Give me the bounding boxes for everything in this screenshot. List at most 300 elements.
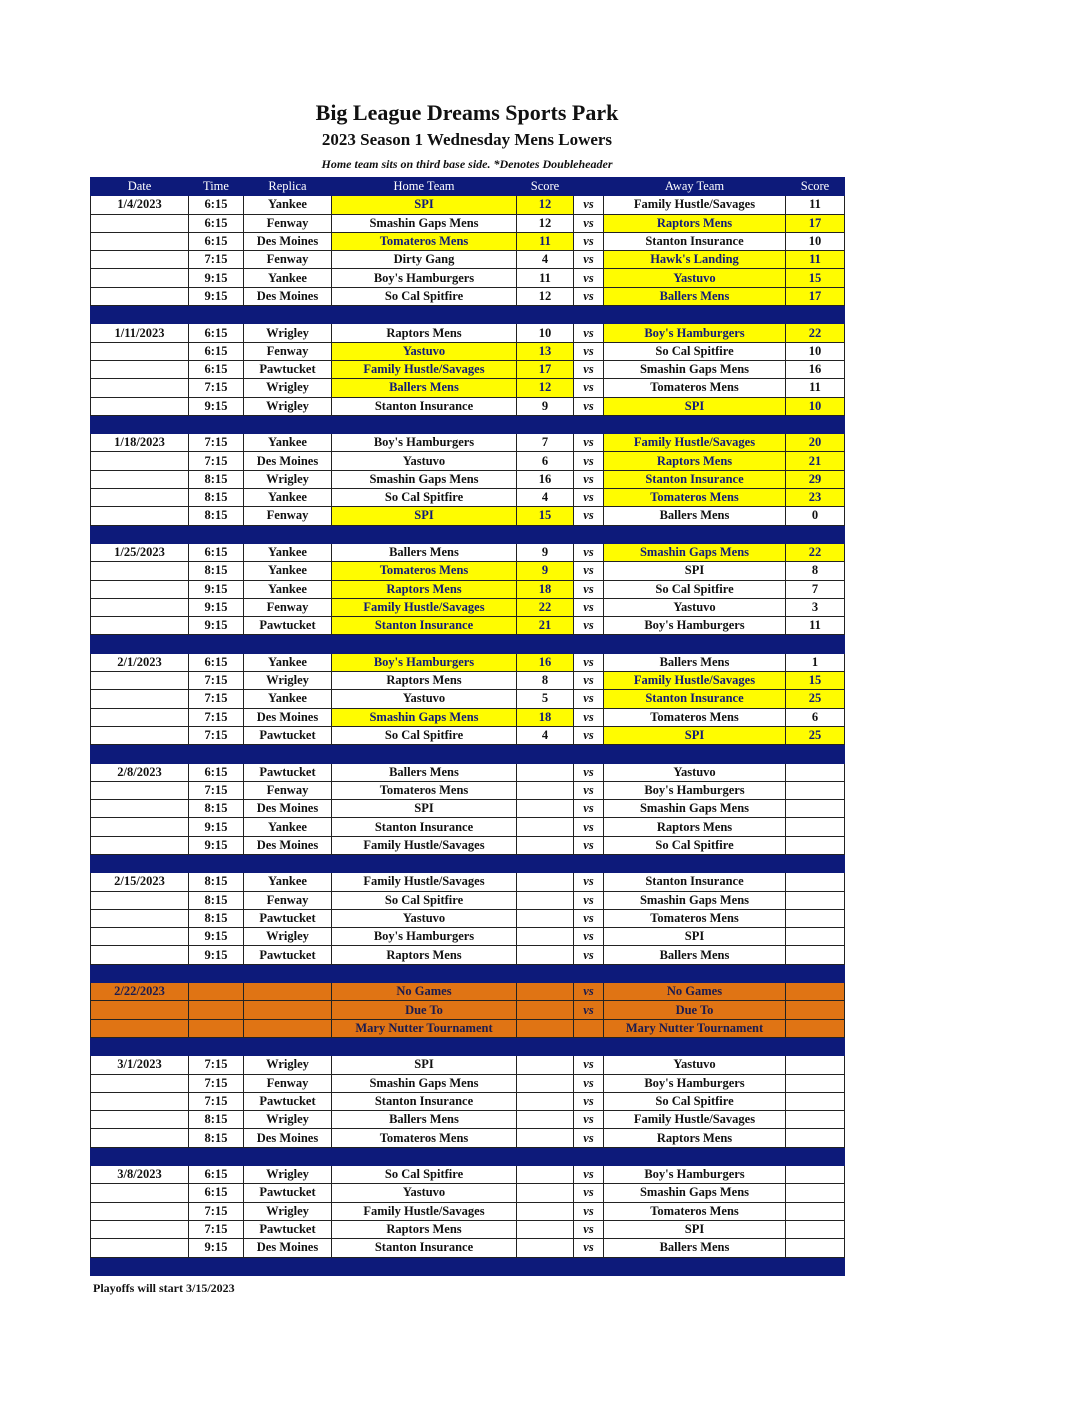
separator-cell bbox=[604, 1037, 786, 1055]
home-team: SPI bbox=[332, 1056, 517, 1074]
away-team: SPI bbox=[604, 397, 786, 415]
away-score: 11 bbox=[786, 251, 845, 269]
home-team: Family Hustle/Savages bbox=[332, 836, 517, 854]
game-replica: Des Moines bbox=[244, 708, 332, 726]
separator-cell bbox=[517, 415, 574, 433]
home-score bbox=[517, 1166, 574, 1184]
game-time: 7:15 bbox=[189, 434, 244, 452]
away-team: SPI bbox=[604, 928, 786, 946]
away-team: So Cal Spitfire bbox=[604, 580, 786, 598]
away-team: So Cal Spitfire bbox=[604, 342, 786, 360]
game-row bbox=[91, 1056, 845, 1074]
week-separator bbox=[91, 745, 845, 763]
away-team: Yastuvo bbox=[604, 1056, 786, 1074]
game-time: 8:15 bbox=[189, 800, 244, 818]
game-row bbox=[91, 251, 845, 269]
game-replica bbox=[244, 983, 332, 1001]
game-time: 9:15 bbox=[189, 287, 244, 305]
game-row bbox=[91, 598, 845, 616]
home-team: Smashin Gaps Mens bbox=[332, 708, 517, 726]
week-separator bbox=[91, 306, 845, 324]
home-score bbox=[517, 909, 574, 927]
home-score bbox=[517, 763, 574, 781]
away-score bbox=[786, 946, 845, 964]
vs-label: vs bbox=[574, 287, 604, 305]
game-time: 6:15 bbox=[189, 196, 244, 214]
home-score: 9 bbox=[517, 562, 574, 580]
game-row bbox=[91, 196, 845, 214]
game-row bbox=[91, 379, 845, 397]
home-score bbox=[517, 983, 574, 1001]
game-time: 8:15 bbox=[189, 562, 244, 580]
home-team: Yastuvo bbox=[332, 690, 517, 708]
separator-cell bbox=[244, 854, 332, 872]
game-date bbox=[91, 232, 189, 250]
home-score: 4 bbox=[517, 489, 574, 507]
vs-label: vs bbox=[574, 379, 604, 397]
away-score: 11 bbox=[786, 196, 845, 214]
game-date bbox=[91, 891, 189, 909]
separator-cell bbox=[244, 1147, 332, 1165]
game-date bbox=[91, 287, 189, 305]
game-date bbox=[91, 562, 189, 580]
game-date: 2/15/2023 bbox=[91, 873, 189, 891]
away-score: 16 bbox=[786, 360, 845, 378]
away-team: Tomateros Mens bbox=[604, 1202, 786, 1220]
game-date: 3/1/2023 bbox=[91, 1056, 189, 1074]
away-score: 25 bbox=[786, 690, 845, 708]
week-separator bbox=[91, 415, 845, 433]
vs-label: vs bbox=[574, 470, 604, 488]
game-replica: Fenway bbox=[244, 214, 332, 232]
away-score bbox=[786, 781, 845, 799]
schedule-table bbox=[90, 177, 845, 1276]
game-replica bbox=[244, 1019, 332, 1037]
away-score bbox=[786, 1184, 845, 1202]
separator-cell bbox=[604, 306, 786, 324]
game-date bbox=[91, 507, 189, 525]
home-score: 12 bbox=[517, 379, 574, 397]
separator-cell bbox=[604, 525, 786, 543]
home-score bbox=[517, 1001, 574, 1019]
game-time: 7:15 bbox=[189, 1074, 244, 1092]
separator-cell bbox=[786, 415, 845, 433]
separator-cell bbox=[574, 415, 604, 433]
vs-label: vs bbox=[574, 324, 604, 342]
game-replica: Wrigley bbox=[244, 928, 332, 946]
vs-label: vs bbox=[574, 873, 604, 891]
vs-label: vs bbox=[574, 617, 604, 635]
away-team: Yastuvo bbox=[604, 763, 786, 781]
separator-cell bbox=[574, 306, 604, 324]
away-score bbox=[786, 928, 845, 946]
game-replica: Fenway bbox=[244, 781, 332, 799]
away-team: Yastuvo bbox=[604, 598, 786, 616]
game-date: 2/22/2023 bbox=[91, 983, 189, 1001]
week-separator bbox=[91, 854, 845, 872]
cancelled-row bbox=[91, 1019, 845, 1037]
game-date bbox=[91, 598, 189, 616]
game-row bbox=[91, 708, 845, 726]
home-team: Smashin Gaps Mens bbox=[332, 1074, 517, 1092]
game-row bbox=[91, 543, 845, 561]
home-score: 13 bbox=[517, 342, 574, 360]
home-team: So Cal Spitfire bbox=[332, 891, 517, 909]
game-date bbox=[91, 909, 189, 927]
vs-label: vs bbox=[574, 1111, 604, 1129]
game-time: 9:15 bbox=[189, 269, 244, 287]
home-score: 16 bbox=[517, 470, 574, 488]
separator-cell bbox=[604, 1147, 786, 1165]
vs-label: vs bbox=[574, 891, 604, 909]
home-team: So Cal Spitfire bbox=[332, 1166, 517, 1184]
game-row bbox=[91, 580, 845, 598]
game-row bbox=[91, 726, 845, 744]
home-team: Boy's Hamburgers bbox=[332, 434, 517, 452]
away-team: SPI bbox=[604, 562, 786, 580]
vs-label: vs bbox=[574, 489, 604, 507]
away-team: Boy's Hamburgers bbox=[604, 781, 786, 799]
home-score: 12 bbox=[517, 196, 574, 214]
away-score: 8 bbox=[786, 562, 845, 580]
home-team: So Cal Spitfire bbox=[332, 726, 517, 744]
separator-cell bbox=[517, 635, 574, 653]
home-team: Ballers Mens bbox=[332, 379, 517, 397]
game-replica: Pawtucket bbox=[244, 909, 332, 927]
separator-cell bbox=[574, 745, 604, 763]
vs-label: vs bbox=[574, 818, 604, 836]
game-date bbox=[91, 1184, 189, 1202]
game-date bbox=[91, 726, 189, 744]
column-header-away-team: Away Team bbox=[604, 178, 786, 196]
game-time: 7:15 bbox=[189, 1092, 244, 1110]
game-row bbox=[91, 818, 845, 836]
home-score: 18 bbox=[517, 708, 574, 726]
game-date bbox=[91, 836, 189, 854]
home-score: 4 bbox=[517, 251, 574, 269]
game-time: 8:15 bbox=[189, 489, 244, 507]
separator-cell bbox=[786, 306, 845, 324]
away-score: 29 bbox=[786, 470, 845, 488]
game-date bbox=[91, 1239, 189, 1257]
separator-cell bbox=[604, 745, 786, 763]
separator-cell bbox=[517, 1257, 574, 1275]
game-date bbox=[91, 617, 189, 635]
game-time: 7:15 bbox=[189, 672, 244, 690]
vs-label: vs bbox=[574, 690, 604, 708]
vs-label: vs bbox=[574, 1184, 604, 1202]
game-replica: Pawtucket bbox=[244, 1092, 332, 1110]
vs-label: vs bbox=[574, 196, 604, 214]
home-team: Tomateros Mens bbox=[332, 562, 517, 580]
separator-cell bbox=[604, 635, 786, 653]
game-replica: Fenway bbox=[244, 1074, 332, 1092]
game-row bbox=[91, 1074, 845, 1092]
game-time: 9:15 bbox=[189, 598, 244, 616]
separator-cell bbox=[91, 1257, 189, 1275]
away-score bbox=[786, 1111, 845, 1129]
home-score bbox=[517, 873, 574, 891]
game-date: 1/25/2023 bbox=[91, 543, 189, 561]
home-score bbox=[517, 818, 574, 836]
game-date bbox=[91, 452, 189, 470]
home-team: Boy's Hamburgers bbox=[332, 269, 517, 287]
column-header-date: Date bbox=[91, 178, 189, 196]
separator-cell bbox=[91, 745, 189, 763]
home-score bbox=[517, 1129, 574, 1147]
game-time: 6:15 bbox=[189, 214, 244, 232]
vs-label: vs bbox=[574, 598, 604, 616]
game-row bbox=[91, 287, 845, 305]
vs-label: vs bbox=[574, 653, 604, 671]
vs-label: vs bbox=[574, 800, 604, 818]
separator-cell bbox=[517, 525, 574, 543]
separator-cell bbox=[332, 854, 517, 872]
home-score: 18 bbox=[517, 580, 574, 598]
vs-label: vs bbox=[574, 214, 604, 232]
away-score: 7 bbox=[786, 580, 845, 598]
vs-label: vs bbox=[574, 928, 604, 946]
home-team: Raptors Mens bbox=[332, 1220, 517, 1238]
game-replica: Wrigley bbox=[244, 1166, 332, 1184]
game-row bbox=[91, 946, 845, 964]
vs-label: vs bbox=[574, 1092, 604, 1110]
away-score: 17 bbox=[786, 214, 845, 232]
game-time bbox=[189, 1019, 244, 1037]
game-row bbox=[91, 470, 845, 488]
game-row bbox=[91, 891, 845, 909]
vs-label: vs bbox=[574, 909, 604, 927]
vs-label: vs bbox=[574, 708, 604, 726]
home-score bbox=[517, 1092, 574, 1110]
game-replica: Des Moines bbox=[244, 1129, 332, 1147]
game-replica: Wrigley bbox=[244, 1202, 332, 1220]
vs-label: vs bbox=[574, 781, 604, 799]
game-date bbox=[91, 251, 189, 269]
separator-cell bbox=[786, 525, 845, 543]
game-time: 8:15 bbox=[189, 909, 244, 927]
page-subtitle: 2023 Season 1 Wednesday Mens Lowers bbox=[321, 130, 613, 149]
game-replica: Des Moines bbox=[244, 232, 332, 250]
home-team: Due To bbox=[332, 1001, 517, 1019]
away-score: 17 bbox=[786, 287, 845, 305]
home-team: Mary Nutter Tournament bbox=[332, 1019, 517, 1037]
away-team: Ballers Mens bbox=[604, 1239, 786, 1257]
game-time: 8:15 bbox=[189, 873, 244, 891]
home-score: 16 bbox=[517, 653, 574, 671]
game-replica: Wrigley bbox=[244, 397, 332, 415]
column-header-vs bbox=[574, 178, 604, 196]
away-score: 25 bbox=[786, 726, 845, 744]
away-score: 10 bbox=[786, 397, 845, 415]
separator-cell bbox=[91, 306, 189, 324]
separator-cell bbox=[604, 1257, 786, 1275]
game-date bbox=[91, 818, 189, 836]
game-replica: Wrigley bbox=[244, 324, 332, 342]
game-time: 8:15 bbox=[189, 470, 244, 488]
vs-label: vs bbox=[574, 269, 604, 287]
game-time: 6:15 bbox=[189, 324, 244, 342]
home-score bbox=[517, 1184, 574, 1202]
vs-label: vs bbox=[574, 507, 604, 525]
vs-label: vs bbox=[574, 1202, 604, 1220]
home-score: 9 bbox=[517, 543, 574, 561]
game-replica: Pawtucket bbox=[244, 726, 332, 744]
home-team: So Cal Spitfire bbox=[332, 489, 517, 507]
game-replica: Fenway bbox=[244, 342, 332, 360]
away-team: Family Hustle/Savages bbox=[604, 196, 786, 214]
game-date bbox=[91, 489, 189, 507]
cancelled-row bbox=[91, 1001, 845, 1019]
game-time: 7:15 bbox=[189, 781, 244, 799]
separator-cell bbox=[244, 745, 332, 763]
separator-cell bbox=[332, 1037, 517, 1055]
home-team: Ballers Mens bbox=[332, 1111, 517, 1129]
game-date bbox=[91, 1220, 189, 1238]
home-team: Stanton Insurance bbox=[332, 1092, 517, 1110]
home-score bbox=[517, 1056, 574, 1074]
away-score: 11 bbox=[786, 379, 845, 397]
game-row bbox=[91, 1202, 845, 1220]
separator-cell bbox=[786, 1037, 845, 1055]
game-row bbox=[91, 763, 845, 781]
away-team: Tomateros Mens bbox=[604, 909, 786, 927]
game-date bbox=[91, 672, 189, 690]
game-date: 1/18/2023 bbox=[91, 434, 189, 452]
vs-label: vs bbox=[574, 1056, 604, 1074]
home-team: Boy's Hamburgers bbox=[332, 928, 517, 946]
cancelled-row bbox=[91, 983, 845, 1001]
week-separator bbox=[91, 964, 845, 982]
separator-cell bbox=[574, 1147, 604, 1165]
away-team: SPI bbox=[604, 1220, 786, 1238]
home-score bbox=[517, 1074, 574, 1092]
header-row bbox=[91, 178, 845, 196]
game-date bbox=[91, 580, 189, 598]
away-team: Smashin Gaps Mens bbox=[604, 543, 786, 561]
home-team: SPI bbox=[332, 800, 517, 818]
game-date bbox=[91, 708, 189, 726]
game-time: 9:15 bbox=[189, 617, 244, 635]
game-time: 6:15 bbox=[189, 1184, 244, 1202]
away-team: Boy's Hamburgers bbox=[604, 1166, 786, 1184]
game-time: 7:15 bbox=[189, 1056, 244, 1074]
game-time: 6:15 bbox=[189, 360, 244, 378]
away-team: Hawk's Landing bbox=[604, 251, 786, 269]
game-time bbox=[189, 983, 244, 1001]
game-replica: Pawtucket bbox=[244, 763, 332, 781]
separator-cell bbox=[332, 525, 517, 543]
game-date bbox=[91, 800, 189, 818]
game-date bbox=[91, 360, 189, 378]
separator-cell bbox=[244, 415, 332, 433]
separator-cell bbox=[332, 306, 517, 324]
game-replica: Yankee bbox=[244, 434, 332, 452]
game-row bbox=[91, 1129, 845, 1147]
away-team: Stanton Insurance bbox=[604, 873, 786, 891]
game-time: 6:15 bbox=[189, 1166, 244, 1184]
away-team: Ballers Mens bbox=[604, 287, 786, 305]
away-score: 21 bbox=[786, 452, 845, 470]
home-score bbox=[517, 1220, 574, 1238]
separator-cell bbox=[517, 745, 574, 763]
away-score: 11 bbox=[786, 617, 845, 635]
separator-cell bbox=[189, 1037, 244, 1055]
separator-cell bbox=[91, 964, 189, 982]
vs-label: vs bbox=[574, 1166, 604, 1184]
home-score: 4 bbox=[517, 726, 574, 744]
vs-label bbox=[574, 1019, 604, 1037]
vs-label: vs bbox=[574, 397, 604, 415]
game-date: 1/4/2023 bbox=[91, 196, 189, 214]
away-team: Raptors Mens bbox=[604, 818, 786, 836]
home-score: 22 bbox=[517, 598, 574, 616]
game-date: 2/8/2023 bbox=[91, 763, 189, 781]
separator-cell bbox=[189, 525, 244, 543]
separator-cell bbox=[574, 964, 604, 982]
vs-label: vs bbox=[574, 543, 604, 561]
game-date bbox=[91, 1001, 189, 1019]
game-replica: Des Moines bbox=[244, 287, 332, 305]
game-time: 7:15 bbox=[189, 708, 244, 726]
vs-label: vs bbox=[574, 1239, 604, 1257]
vs-label: vs bbox=[574, 763, 604, 781]
game-replica: Yankee bbox=[244, 196, 332, 214]
home-team: Family Hustle/Savages bbox=[332, 873, 517, 891]
home-score: 7 bbox=[517, 434, 574, 452]
separator-cell bbox=[244, 635, 332, 653]
away-team: Family Hustle/Savages bbox=[604, 672, 786, 690]
away-score bbox=[786, 1056, 845, 1074]
away-team: Ballers Mens bbox=[604, 507, 786, 525]
column-header-home-score: Score bbox=[517, 178, 574, 196]
game-date bbox=[91, 397, 189, 415]
game-row bbox=[91, 781, 845, 799]
vs-label: vs bbox=[574, 946, 604, 964]
separator-cell bbox=[332, 635, 517, 653]
separator-cell bbox=[786, 1257, 845, 1275]
game-time: 9:15 bbox=[189, 946, 244, 964]
separator-cell bbox=[91, 1147, 189, 1165]
away-score bbox=[786, 1129, 845, 1147]
vs-label: vs bbox=[574, 1129, 604, 1147]
separator-cell bbox=[189, 745, 244, 763]
away-team: No Games bbox=[604, 983, 786, 1001]
game-date bbox=[91, 1202, 189, 1220]
game-row bbox=[91, 232, 845, 250]
column-header-replica: Replica bbox=[244, 178, 332, 196]
home-score bbox=[517, 946, 574, 964]
game-date bbox=[91, 1092, 189, 1110]
game-time bbox=[189, 1001, 244, 1019]
game-time: 9:15 bbox=[189, 580, 244, 598]
game-row bbox=[91, 1092, 845, 1110]
home-team: So Cal Spitfire bbox=[332, 287, 517, 305]
home-team: SPI bbox=[332, 196, 517, 214]
separator-cell bbox=[244, 1257, 332, 1275]
home-score bbox=[517, 1019, 574, 1037]
vs-label: vs bbox=[574, 983, 604, 1001]
game-time: 6:15 bbox=[189, 543, 244, 561]
away-score: 10 bbox=[786, 342, 845, 360]
away-score bbox=[786, 1074, 845, 1092]
home-team: Stanton Insurance bbox=[332, 818, 517, 836]
separator-cell bbox=[574, 1037, 604, 1055]
separator-cell bbox=[91, 1037, 189, 1055]
away-team: Smashin Gaps Mens bbox=[604, 800, 786, 818]
away-score: 0 bbox=[786, 507, 845, 525]
away-score: 20 bbox=[786, 434, 845, 452]
